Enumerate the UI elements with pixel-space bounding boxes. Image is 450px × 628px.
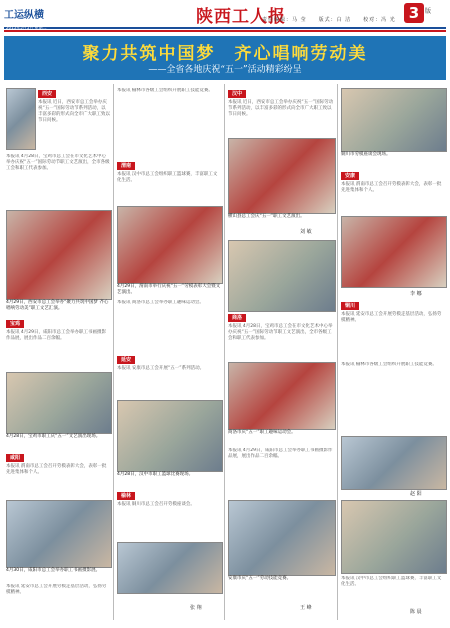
photo-sports bbox=[117, 400, 223, 472]
article-text bbox=[6, 584, 110, 618]
photo-right-top bbox=[341, 88, 447, 152]
article-text bbox=[6, 318, 110, 368]
photo-right-bottom bbox=[341, 500, 447, 574]
article-text bbox=[117, 300, 221, 352]
photo-caption: 商洛市庆“五一”职工趣味运动会。 bbox=[228, 430, 296, 435]
article-body: 本报讯 延安市总工会开展劳模走基层活动，弘扬劳模精神。 bbox=[341, 312, 442, 323]
masthead bbox=[0, 0, 450, 36]
column-divider bbox=[337, 84, 338, 620]
sub-headline: ——全省各地庆祝“五一”活动精彩纷呈 bbox=[148, 65, 302, 75]
photo-caption: 4月28日，宝鸡市职工庆“五一”文艺演出现场。 bbox=[6, 434, 101, 439]
region-label: 安康 bbox=[341, 172, 359, 180]
article-body: 本报讯 榆林市各级工会组织开展职工技能竞赛。 bbox=[117, 88, 213, 93]
header-rule bbox=[4, 27, 446, 32]
photo-caption: 横山县总工会庆“五一”职工文艺演出。 bbox=[228, 214, 305, 219]
article-text bbox=[228, 88, 334, 134]
photo-right-lower bbox=[341, 436, 447, 490]
photo-caption: 4月29日，渭南市举行庆祝“五一”劳模表彰大会暨文艺演出。 bbox=[117, 284, 221, 295]
section-title: 工运纵横 bbox=[4, 10, 44, 21]
photo-group-red bbox=[6, 210, 112, 300]
region-label: 榆林 bbox=[117, 492, 135, 500]
article-body: 本报讯 4月29日，咸阳市总工会举办职工书画摄影作品展，展出作品二百余幅。 bbox=[228, 448, 333, 459]
photo-performance bbox=[117, 206, 223, 284]
article-text bbox=[6, 452, 110, 496]
article-text bbox=[228, 448, 334, 496]
article-body: 本报讯 渭南市总工会召开劳模表彰大会，表彰一批先进集体和个人。 bbox=[341, 182, 442, 193]
photo-stage-red bbox=[228, 138, 336, 214]
article-text bbox=[117, 160, 221, 204]
article-body: 本报讯 汉中市总工会组织职工篮球赛，丰富职工文化生活。 bbox=[117, 172, 218, 183]
article-text bbox=[341, 362, 445, 432]
region-label: 咸阳 bbox=[6, 454, 24, 462]
paper-name: 陕西工人报 bbox=[196, 7, 286, 27]
article-body: 本报讯 榆林市各级工会组织开展职工技能竞赛。 bbox=[341, 362, 437, 367]
article-text bbox=[341, 170, 445, 214]
photo-caption: 安康市庆“五一”劳动技能竞赛。 bbox=[228, 576, 292, 581]
photo-stage bbox=[6, 372, 112, 434]
region-label: 商洛 bbox=[228, 314, 246, 322]
article-body: 本报讯 延安市总工会开展劳模走基层活动，弘扬劳模精神。 bbox=[6, 584, 107, 595]
article-text bbox=[341, 300, 445, 358]
article-body: 本报讯 4月28日，宝鸡市总工会在市文化艺术中心举办庆祝“五一”国际劳动节职工文艺演出，全市各级工会和职工代表参加。 bbox=[6, 154, 110, 171]
article-body: 本报讯 渭南市总工会召开劳模表彰大会，表彰一批先进集体和个人。 bbox=[6, 464, 107, 475]
region-label: 汉中 bbox=[228, 90, 246, 98]
article-body: 本报讯 汉中市总工会组织职工篮球赛，丰富职工文化生活。 bbox=[341, 576, 442, 587]
photo-group bbox=[117, 542, 223, 594]
photo-hengshan-event bbox=[228, 362, 336, 430]
meta-line: 责任编辑：马 莹 版式：白 洁 校对：冯 光 bbox=[262, 17, 396, 23]
page-suffix: 版 bbox=[425, 8, 432, 15]
byline: 赵 阳 bbox=[410, 491, 422, 497]
photo-event bbox=[6, 500, 112, 568]
byline: 陈 晨 bbox=[410, 609, 422, 615]
article-text bbox=[6, 154, 110, 206]
byline: 王 峰 bbox=[300, 605, 312, 611]
article-body: 本报讯 近日，西安市总工会举办庆祝“五一”国际劳动节系列活动，以丰富多彩的形式向全市广大职工致以节日问候。 bbox=[228, 100, 334, 117]
photo-caption: 4月30日，咸阳市总工会举办职工书画摄影展。 bbox=[6, 568, 101, 573]
column-divider bbox=[113, 84, 114, 620]
region-label: 渭南 bbox=[117, 162, 135, 170]
headline-banner bbox=[4, 36, 446, 80]
article-text bbox=[341, 576, 445, 606]
article-text bbox=[117, 354, 221, 398]
photo-caption: 4月29日，西安市总工会举办“聚力共筑中国梦 齐心唱响劳动美”职工文艺汇演。 bbox=[6, 300, 109, 311]
article-body: 本报讯 4月28日，宝鸡市总工会在市文化艺术中心举办庆祝“五一”国际劳动节职工文艺演出，全市各级工会和职工代表参加。 bbox=[228, 324, 333, 341]
article-body: 本报讯 铜川市总工会召开劳模座谈会。 bbox=[117, 502, 195, 507]
article-text bbox=[38, 88, 110, 150]
article-body: 本报讯 4月29日，咸阳市总工会举办职工书画摄影作品展，展出作品二百余幅。 bbox=[6, 330, 107, 341]
photo-portrait bbox=[6, 88, 36, 150]
article-text bbox=[228, 312, 334, 360]
article-body: 本报讯 近日，西安市总工会举办庆祝“五一”国际劳动节系列活动，以丰富多彩的形式向全市广大职工致以节日问候。 bbox=[38, 100, 110, 123]
photo-caption: 4月28日，汉中市职工篮球比赛现场。 bbox=[117, 472, 194, 477]
photo-workers bbox=[228, 500, 336, 576]
byline: 李 娜 bbox=[410, 291, 422, 297]
article-body: 本报讯 商洛市总工会举办职工趣味运动会。 bbox=[117, 300, 204, 305]
column-divider bbox=[224, 84, 225, 620]
article-body: 本报讯 安康市总工会开展“五一”系列活动。 bbox=[117, 366, 205, 371]
photo-banner-event bbox=[228, 240, 336, 312]
article-text bbox=[117, 88, 221, 158]
byline: 张 翔 bbox=[190, 605, 202, 611]
photo-caption: 铜川市劳模座谈会现场。 bbox=[341, 152, 391, 157]
article-text bbox=[117, 490, 221, 540]
page-number: 3 bbox=[404, 3, 424, 23]
date-line: 2015年5月5日 星期二 bbox=[6, 25, 47, 30]
region-label: 铜川 bbox=[341, 302, 359, 310]
region-label: 延安 bbox=[117, 356, 135, 364]
byline: 刘 敏 bbox=[300, 229, 312, 235]
region-label: 西安 bbox=[38, 90, 56, 98]
main-headline: 聚力共筑中国梦 齐心唱响劳动美 bbox=[82, 44, 368, 64]
region-label: 宝鸡 bbox=[6, 320, 24, 328]
photo-right-mid bbox=[341, 216, 447, 288]
